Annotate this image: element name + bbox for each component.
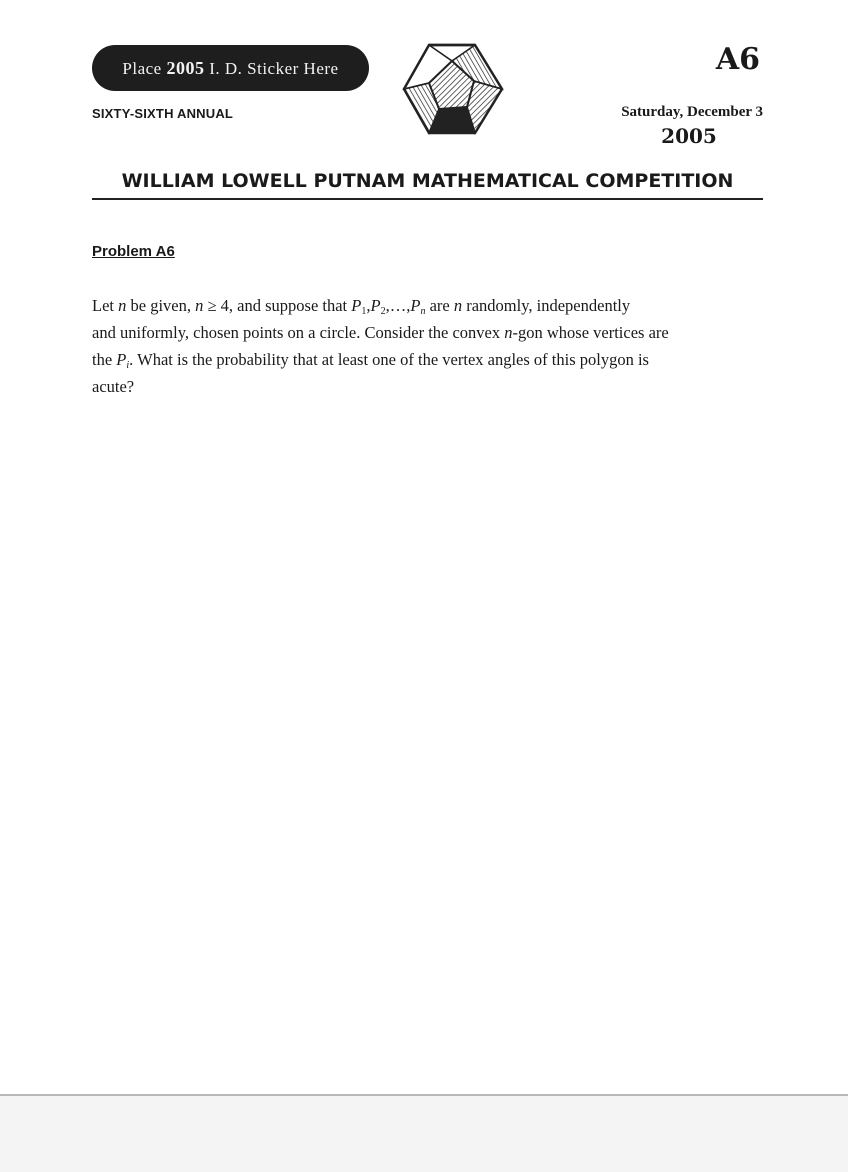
exam-date: Saturday, December 3 <box>621 104 763 120</box>
sticker-prefix: Place <box>122 59 162 78</box>
competition-title: WILLIAM LOWELL PUTNAM MATHEMATICAL COMPETITION <box>121 170 734 192</box>
page-bottom-edge <box>0 1094 848 1172</box>
annual-label: SIXTY-SIXTH ANNUAL <box>92 106 234 121</box>
problem-statement <box>92 292 732 400</box>
sticker-suffix: I. D. Sticker Here <box>209 59 339 78</box>
problem-line-4: acute? <box>92 377 135 396</box>
problem-line-3: the $P_i$. What is the probability that at least one of the vertex angles of this polygon is <box>92 350 649 371</box>
problem-line-2: and uniformly, chosen points on a circle. Consider the convex n-gon whose vertices are <box>92 323 669 342</box>
title-rule <box>92 198 763 200</box>
sticker-year: 2005 <box>166 58 205 78</box>
id-sticker-placeholder <box>92 45 369 91</box>
problem-heading: Problem A6 <box>92 243 175 260</box>
problem-code: A6 <box>715 42 760 77</box>
problem-line-1: Let n be given, n ≥ 4, and suppose that $P_1,P_2,\dots,P_n$ are n randomly, independently <box>92 296 631 317</box>
exam-year: 2005 <box>661 124 717 148</box>
polyhedron-logo-icon <box>401 43 505 135</box>
